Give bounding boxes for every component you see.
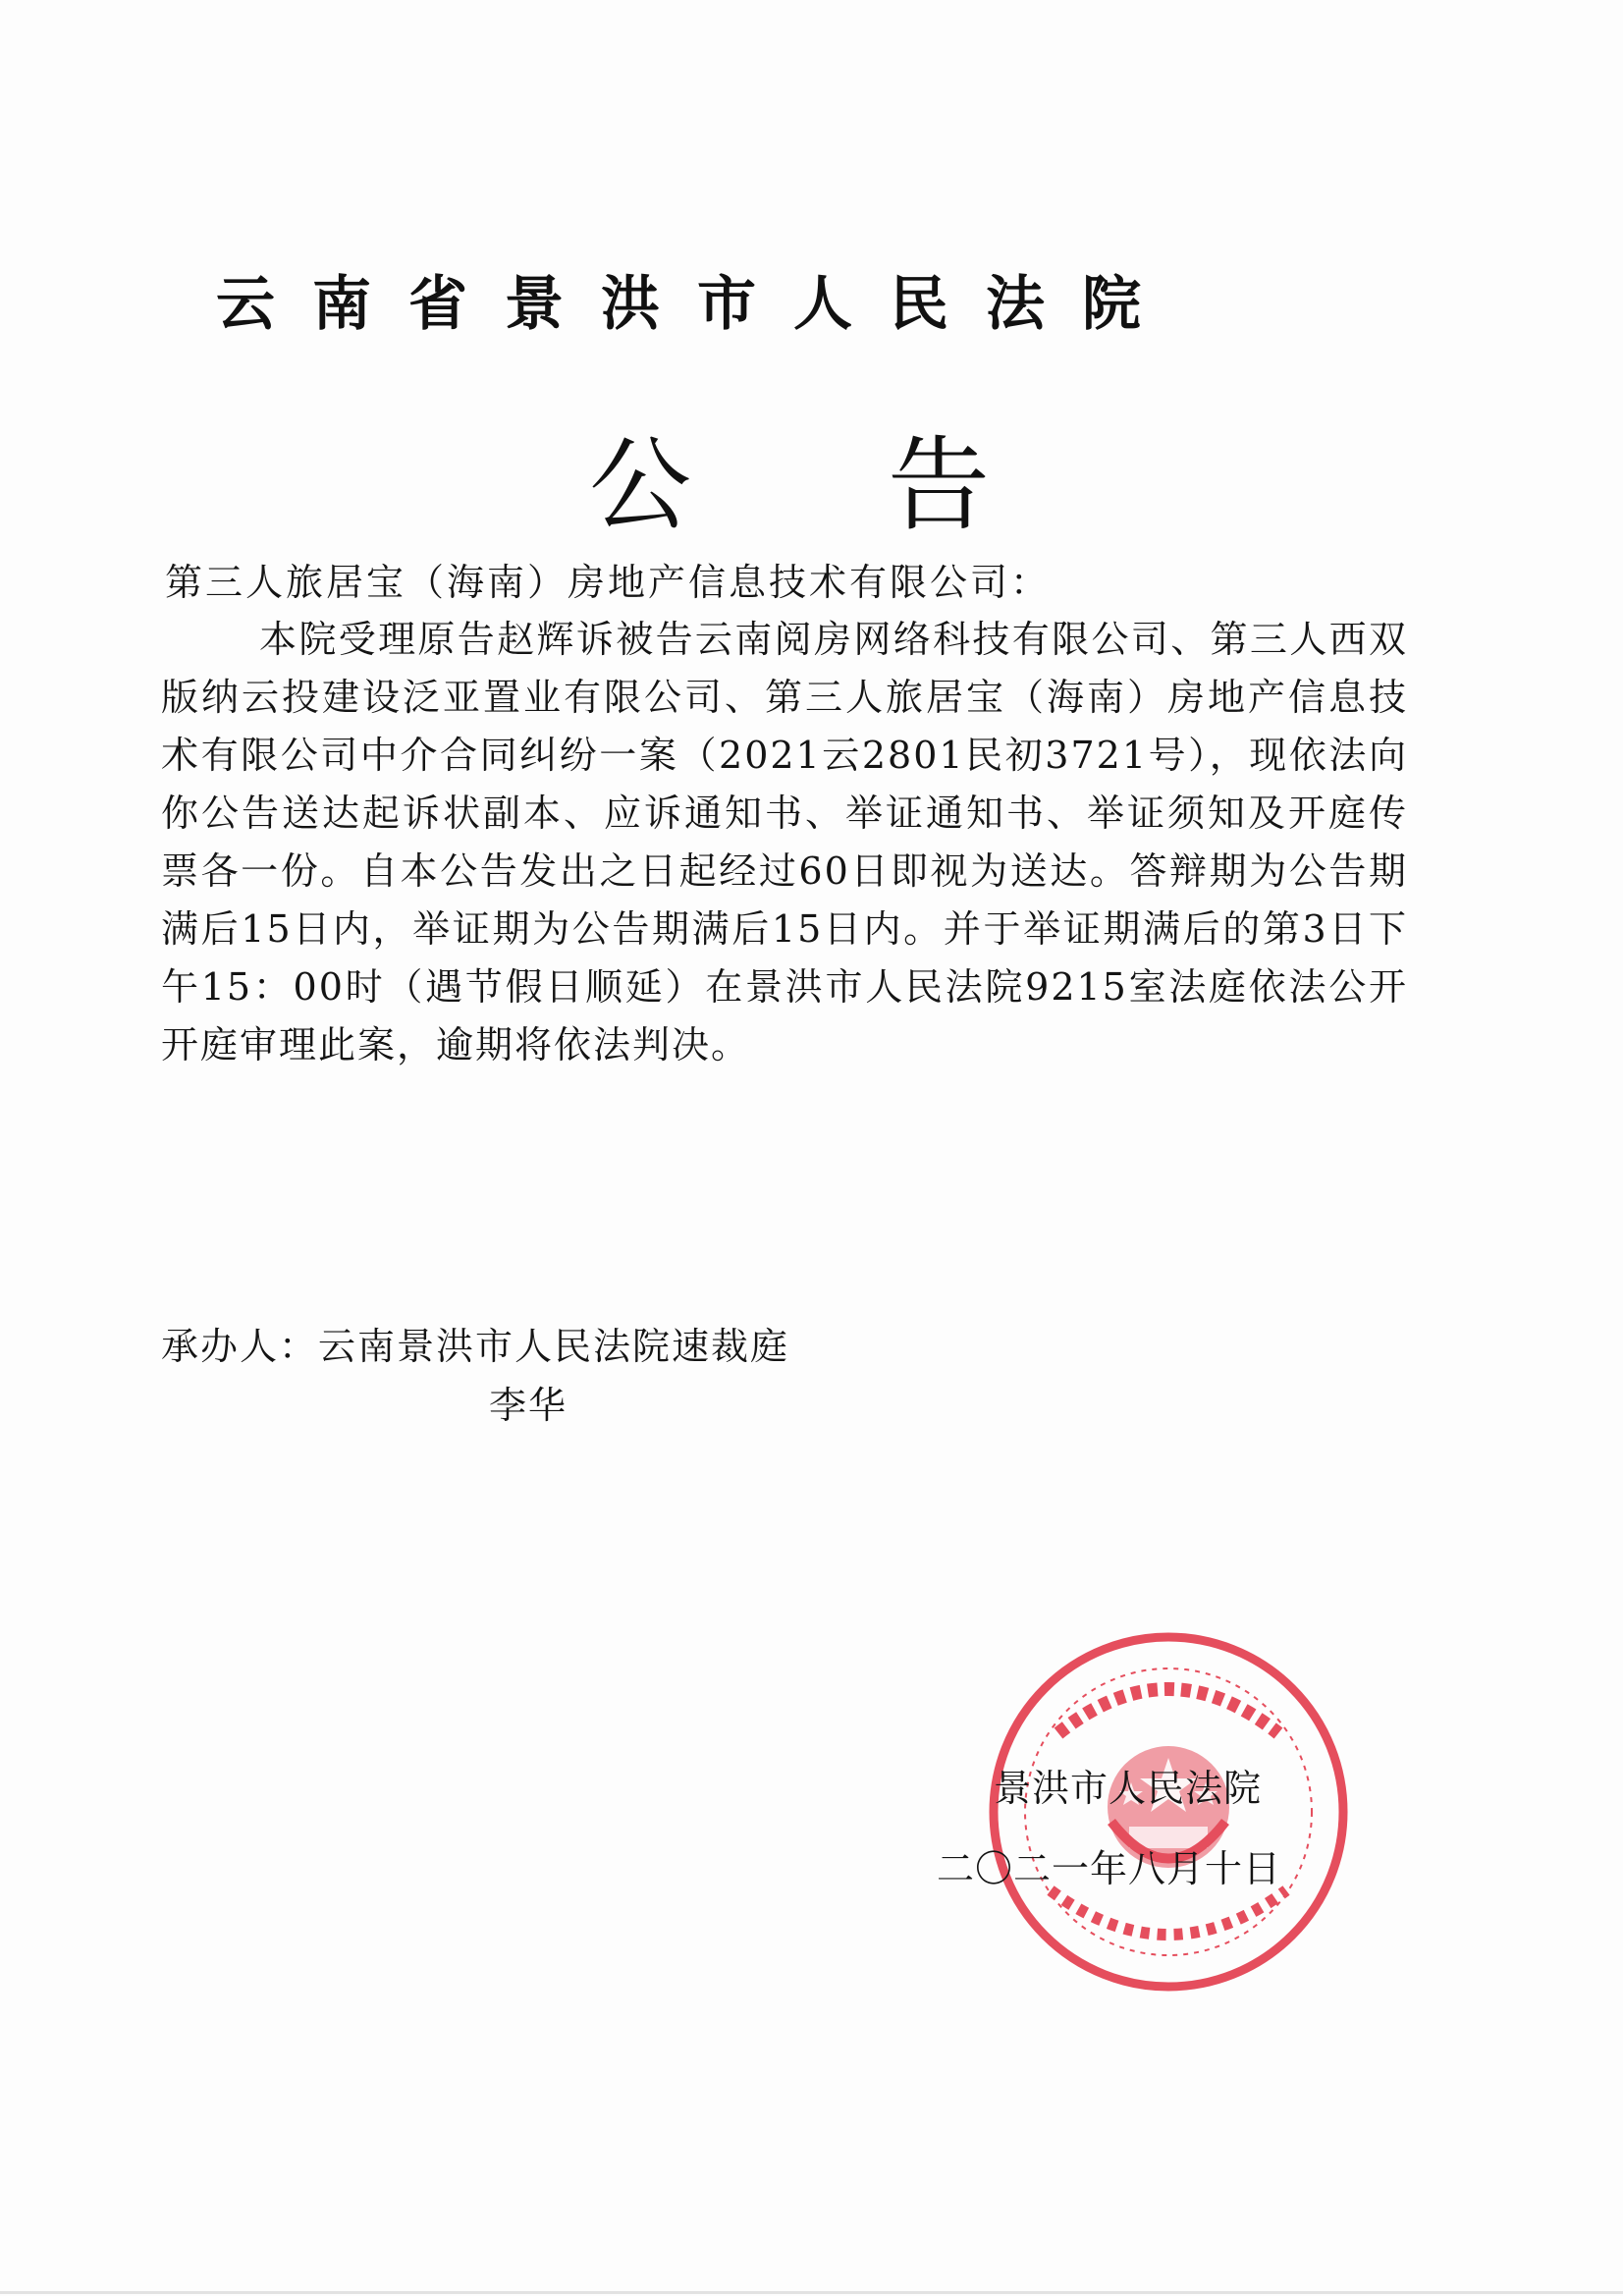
scan-edge-divider	[0, 2291, 1623, 2294]
notice-body-paragraph: 本院受理原告赵辉诉被告云南阅房网络科技有限公司、第三人西双版纳云投建设泛亚置业有限公司、第三人旅居宝（海南）房地产信息技术有限公司中介合同纠纷一案（2021云2801民初3721号），现依法向你公告送达起诉状副本、应诉通知书、举证通知书、举证须知及开庭传票各一份。自本公告发出之日起经过60日即视为送达。答辩期为公告期满后15日内，举证期为公告期满后15日内。并于举证期满后的第3日下午15：00时（遇节假日顺延）在景洪市人民法院9215室法庭依法公开开庭审理此案，逾期将依法判决。	[161, 618, 1408, 1066]
signing-court-name: 景洪市人民法院	[994, 1767, 1263, 1810]
addressee-line: 第三人旅居宝（海南）房地产信息技术有限公司：	[165, 561, 1052, 604]
court-name-heading: 云南省景洪市人民法院	[216, 270, 1178, 339]
signing-date: 二〇二一年八月十日	[937, 1847, 1282, 1890]
handler-name: 李华	[489, 1384, 568, 1427]
notice-title: 公告	[589, 425, 1187, 545]
court-seal-stamp	[982, 1625, 1355, 1998]
seal-arc-lettering	[1058, 1689, 1278, 1733]
handler-line: 承办人：云南景洪市人民法院速裁庭	[161, 1325, 790, 1368]
